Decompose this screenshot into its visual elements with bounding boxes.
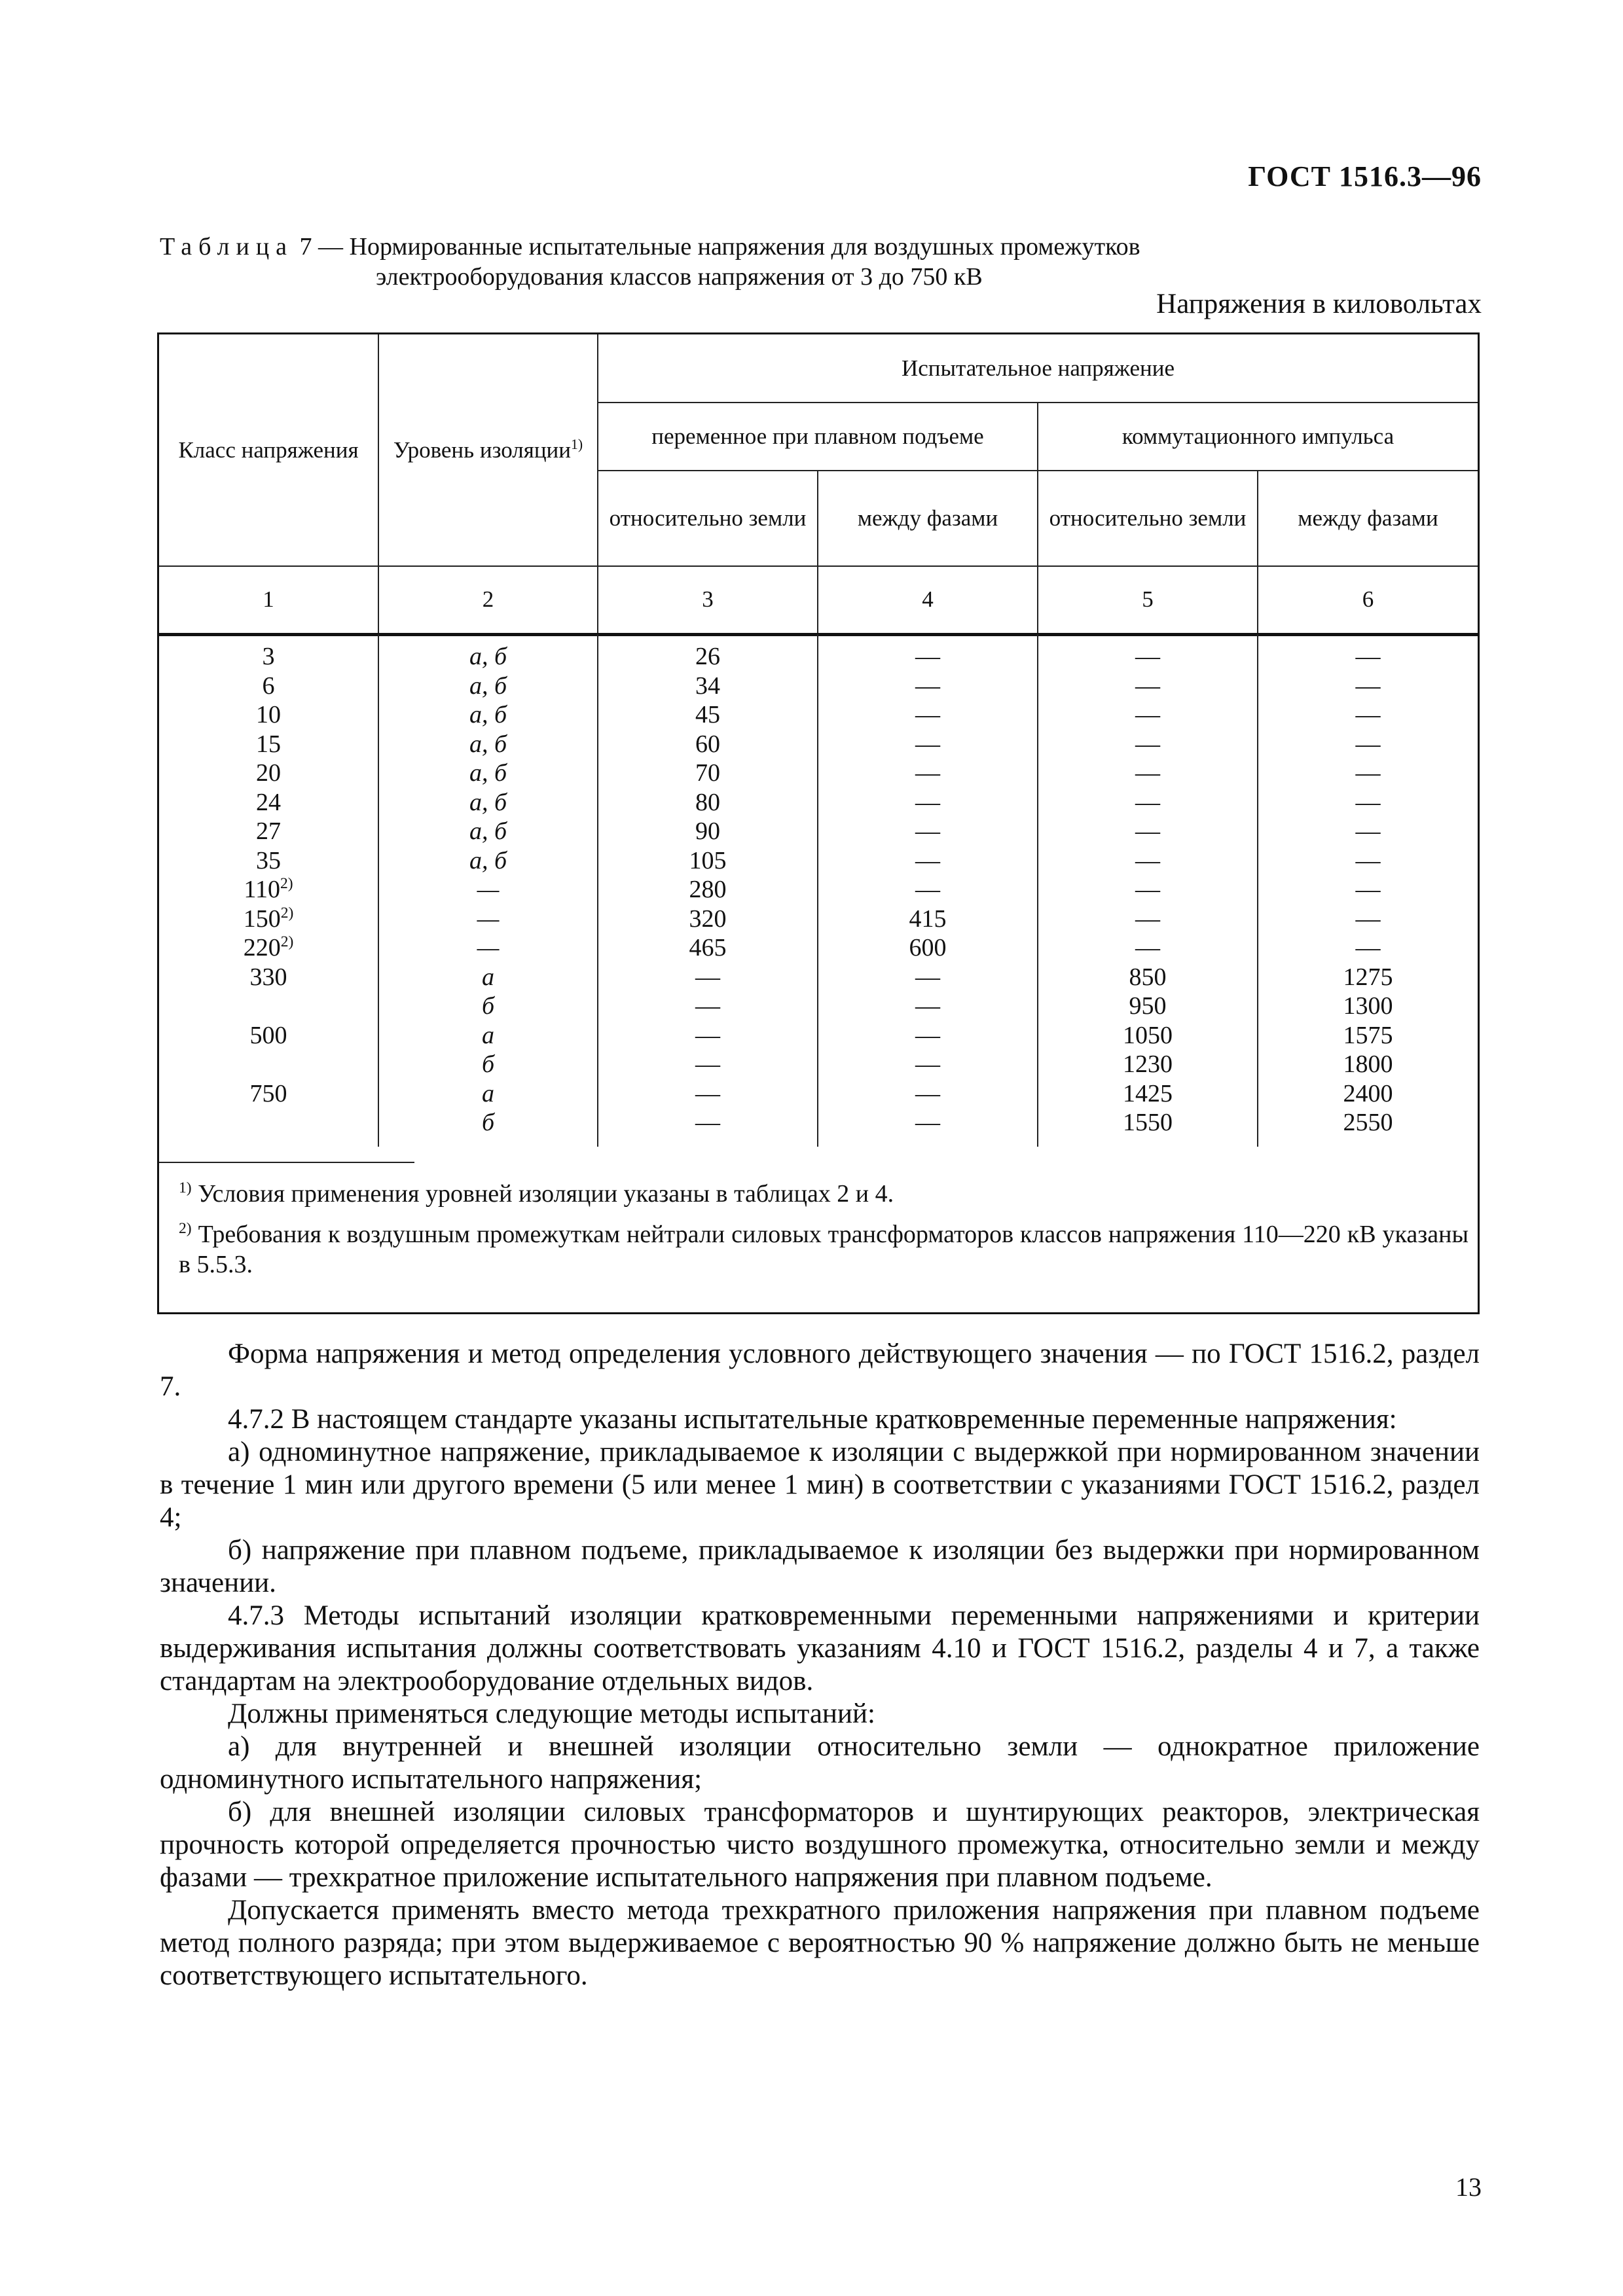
cell-ac-between-phases: — [818,1079,1038,1109]
cell-sw-between-phases: — [1258,759,1478,788]
cell-voltage-class: 220$^{2)}$ [243,933,294,961]
cell-sw-rel-ground: — [1038,905,1258,934]
paragraph: б) для внешней изоляции силовых трансформаторов и шунтирующих реакторов, электрическая прочность которой определяется прочностью чисто воздушного промежутка, относительно земли и между фазами — трехкратное приложение испытательного напряжения при плавном подъеме. [160,1797,1480,1893]
cell-insulation-level: а, б [378,700,598,730]
footnote-rule [159,1162,414,1163]
cell-insulation-level: а, б [378,672,598,701]
paragraph: а) одноминутное напряжение, прикладываемое к изоляции с выдержкой при нормированном значении в течение 1 мин или другого времени (5 или менее 1 мин) в соответствии с указаниями ГОСТ 1516.2, раздел 4; [160,1437,1480,1533]
cell-sw-between-phases: — [1258,846,1478,876]
header-ac-between-phases: между фазами [818,471,1038,566]
table-row [159,700,1478,730]
cell-sw-rel-ground: — [1038,933,1258,963]
table-row [159,875,1478,905]
cell-insulation-level: а [378,963,598,992]
column-number: 4 [818,566,1038,634]
header-insulation-level [378,334,598,566]
cell-sw-between-phases: — [1258,905,1478,934]
cell-voltage-class: 500 [249,1021,287,1049]
cell-ac-rel-ground: 465 [598,933,818,963]
cell-sw-rel-ground: — [1038,634,1258,672]
column-number: 2 [378,566,598,634]
cell-voltage-class [159,1050,378,1079]
cell-sw-between-phases: — [1258,933,1478,963]
footnote-mark: 1) [179,1179,192,1196]
paragraph: 4.7.3 Методы испытаний изоляции кратковременными переменными напряжениями и критерии выдерживания испытания должны соответствовать указаниям 4.10 и ГОСТ 1516.2, разделы 4 и 7, а также стандартам на электрооборудование отдельных видов. [160,1600,1480,1696]
column-number: 6 [1258,566,1478,634]
cell-ac-between-phases: — [818,1108,1038,1147]
table-row [159,672,1478,701]
paragraph: а) для внутренней и внешней изоляции относительно земли — однократное приложение одноминутного испытательного напряжения; [160,1731,1480,1795]
cell-insulation-level: а, б [378,846,598,876]
table-row [159,817,1478,846]
cell-sw-between-phases: — [1258,730,1478,759]
cell-sw-rel-ground: — [1038,875,1258,905]
cell-sw-rel-ground: — [1038,700,1258,730]
cell-insulation-level: — [378,875,598,905]
table-header [159,334,1478,636]
cell-ac-between-phases: — [818,875,1038,905]
cell-ac-rel-ground: — [598,963,818,992]
table-frame [157,332,1480,1314]
cell-ac-between-phases: — [818,672,1038,701]
paragraph: 4.7.2 В настоящем стандарте указаны испытательные кратковременные переменные напряжения: [228,1404,1397,1435]
cell-sw-rel-ground: — [1038,759,1258,788]
cell-ac-rel-ground: 34 [598,672,818,701]
cell-insulation-level: — [378,905,598,934]
cell-insulation-level: а, б [378,788,598,817]
cell-ac-rel-ground: 70 [598,759,818,788]
cell-insulation-level: а [378,1079,598,1109]
cell-ac-rel-ground: 45 [598,700,818,730]
cell-voltage-class: 10 [256,701,281,728]
footnote-1 [179,1179,1468,1209]
cell-sw-rel-ground: 850 [1038,963,1258,992]
cell-insulation-level: а, б [378,634,598,672]
cell-voltage-class: 150$^{2)}$ [243,904,294,933]
header-switching-impulse: коммутационного импульса [1038,403,1478,471]
table-body [159,634,1478,1147]
cell-ac-rel-ground: 105 [598,846,818,876]
header-ac-voltage: переменное при плавном подъеме [598,403,1038,471]
cell-voltage-class: 110$^{2)}$ [244,874,293,903]
table-row [159,1079,1478,1109]
cell-ac-rel-ground: — [598,1079,818,1109]
cell-ac-between-phases: — [818,963,1038,992]
cell-sw-rel-ground: 1230 [1038,1050,1258,1079]
table-row [159,730,1478,759]
cell-sw-between-phases: 2400 [1258,1079,1478,1109]
cell-sw-between-phases: — [1258,875,1478,905]
cell-sw-rel-ground: 1425 [1038,1079,1258,1109]
cell-sw-between-phases: — [1258,788,1478,817]
cell-ac-rel-ground: — [598,1021,818,1050]
cell-ac-rel-ground: — [598,1108,818,1147]
cell-insulation-level: а, б [378,759,598,788]
table-row [159,846,1478,876]
paragraph: Должны применяться следующие методы испытаний: [228,1698,875,1729]
footnote-2 [179,1219,1468,1280]
cell-sw-between-phases: 1800 [1258,1050,1478,1079]
cell-insulation-level: — [378,933,598,963]
cell-ac-between-phases: — [818,846,1038,876]
cell-sw-between-phases: 2550 [1258,1108,1478,1147]
cell-voltage-class: 330 [249,963,287,991]
cell-ac-rel-ground: — [598,1050,818,1079]
table-row [159,759,1478,788]
footnote-text: Условия применения уровней изоляции указаны в таблицах 2 и 4. [198,1180,894,1208]
footnote-ref: 1) [571,436,583,452]
cell-ac-between-phases: 415 [818,905,1038,934]
cell-sw-between-phases: 1300 [1258,992,1478,1021]
cell-voltage-class [159,992,378,1021]
footnote-mark: 2) [179,1219,192,1237]
cell-sw-rel-ground: — [1038,817,1258,846]
cell-ac-rel-ground: 80 [598,788,818,817]
cell-sw-between-phases: 1275 [1258,963,1478,992]
cell-voltage-class: 15 [256,730,281,758]
cell-sw-rel-ground: — [1038,788,1258,817]
cell-voltage-class: 20 [256,759,281,787]
footnote-text: Требования к воздушным промежуткам нейтрали силовых трансформаторов классов напряжения 110—220 кВ указаны в 5.5.3. [179,1221,1468,1278]
cell-insulation-level: б [378,1108,598,1147]
cell-sw-rel-ground: 950 [1038,992,1258,1021]
cell-voltage-class: 750 [249,1079,287,1107]
header-test-voltage: Испытательное напряжение [598,334,1478,403]
cell-sw-rel-ground: — [1038,846,1258,876]
document-id: ГОСТ 1516.3—96 [1248,160,1482,192]
cell-sw-rel-ground: — [1038,730,1258,759]
cell-insulation-level: а, б [378,730,598,759]
table-caption [160,232,1140,292]
header-sw-rel-ground: относительно земли [1038,471,1258,566]
cell-voltage-class: 3 [262,643,275,670]
cell-voltage-class: 35 [256,846,281,874]
paragraph: Допускается применять вместо метода трехкратного приложения напряжения при плавном подъеме метод полного разряда; при этом выдерживаемое с вероятностью 90 % напряжение должно быть не меньше соответствующего испытательного. [160,1895,1480,1991]
cell-ac-between-phases: — [818,1021,1038,1050]
cell-insulation-level: а [378,1021,598,1050]
page-number: 13 [1455,2172,1482,2202]
table-row [159,1021,1478,1050]
table-row [159,905,1478,934]
cell-sw-between-phases: 1575 [1258,1021,1478,1050]
cell-ac-between-phases: — [818,1050,1038,1079]
cell-sw-between-phases: — [1258,700,1478,730]
cell-insulation-level: б [378,1050,598,1079]
paragraph: Форма напряжения и метод определения условного действующего значения — по ГОСТ 1516.2, раздел 7. [160,1338,1480,1402]
cell-ac-between-phases: — [818,759,1038,788]
units-note: Напряжения в киловольтах [1156,289,1482,319]
table-row [159,992,1478,1021]
caption-title: 7 — Нормированные испытательные напряжения для воздушных промежутков [299,233,1140,260]
cell-sw-rel-ground: — [1038,672,1258,701]
cell-ac-rel-ground: 90 [598,817,818,846]
body-text [160,1338,1480,1992]
table-row [159,933,1478,963]
cell-sw-between-phases: — [1258,672,1478,701]
cell-ac-between-phases: — [818,700,1038,730]
cell-ac-rel-ground: 320 [598,905,818,934]
cell-ac-between-phases: — [818,992,1038,1021]
cell-voltage-class [159,1108,378,1147]
cell-ac-rel-ground: 280 [598,875,818,905]
table-footnotes [179,1179,1468,1290]
cell-ac-between-phases: — [818,634,1038,672]
cell-insulation-level: а, б [378,817,598,846]
cell-ac-rel-ground: — [598,992,818,1021]
caption-title-line2: электрооборудования классов напряжения от 3 до 750 кВ [376,263,983,291]
cell-voltage-class: 27 [256,817,281,845]
column-number: 1 [159,566,378,634]
cell-ac-rel-ground: 26 [598,634,818,672]
cell-insulation-level: б [378,992,598,1021]
cell-ac-between-phases: — [818,730,1038,759]
cell-voltage-class: 6 [262,672,275,700]
header-voltage-class: Класс напряжения [159,334,378,566]
cell-ac-between-phases: — [818,817,1038,846]
caption-tag: Таблица [160,233,294,260]
header-insulation-level-label: Уровень изоляции [393,437,572,463]
table-row [159,963,1478,992]
header-sw-between-phases: между фазами [1258,471,1478,566]
cell-sw-rel-ground: 1050 [1038,1021,1258,1050]
column-number: 3 [598,566,818,634]
cell-ac-between-phases: 600 [818,933,1038,963]
cell-sw-between-phases: — [1258,817,1478,846]
table-row [159,1050,1478,1079]
cell-ac-rel-ground: 60 [598,730,818,759]
cell-sw-between-phases: — [1258,634,1478,672]
table-row [159,788,1478,817]
column-number: 5 [1038,566,1258,634]
cell-voltage-class: 24 [256,788,281,816]
cell-ac-between-phases: — [818,788,1038,817]
cell-sw-rel-ground: 1550 [1038,1108,1258,1147]
table-row [159,1108,1478,1147]
table-row [159,634,1478,672]
header-ac-rel-ground: относительно земли [598,471,818,566]
paragraph: б) напряжение при плавном подъеме, прикладываемое к изоляции без выдержки при нормированном значении. [160,1535,1480,1598]
